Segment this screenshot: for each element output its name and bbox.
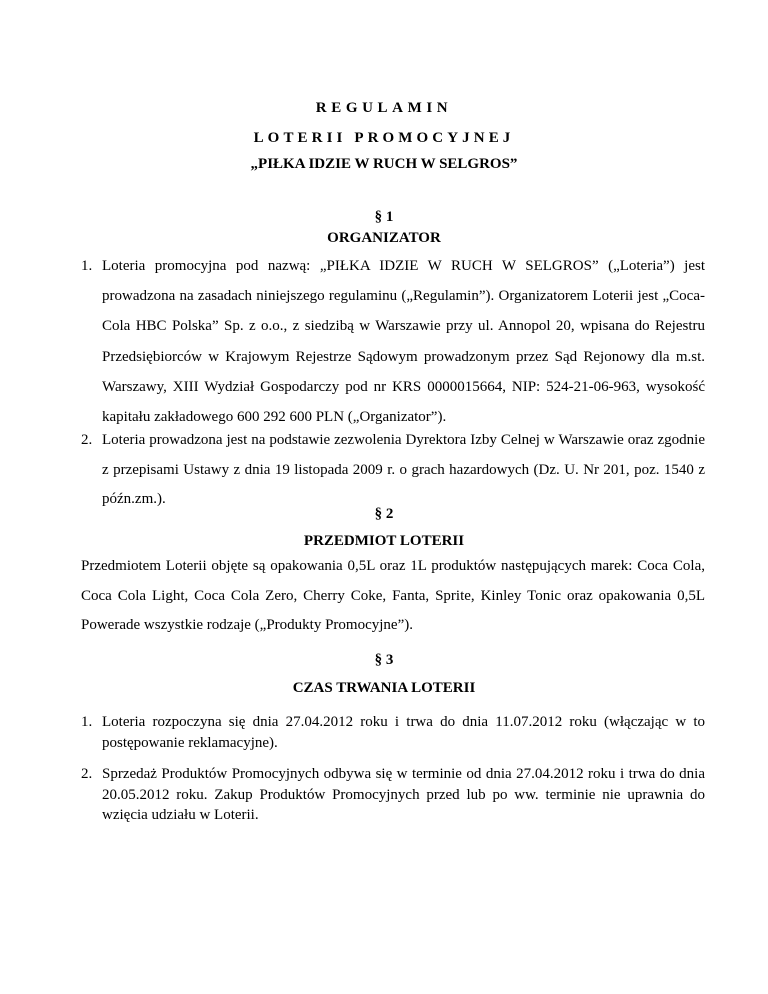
section-3-item-1 — [81, 712, 705, 753]
section-1-mark: § 1 — [374, 209, 394, 225]
section-1-item-1 — [81, 251, 705, 432]
doc-title-loterii-promocyjnej: LOTERII PROMOCYJNEJ — [253, 130, 515, 146]
section-3-heading: CZAS TRWANIA LOTERII — [292, 680, 476, 696]
section-2-mark: § 2 — [374, 506, 394, 522]
item-number: 1. — [81, 714, 93, 730]
item-text: Loteria promocyjna pod nazwą: „PIŁKA IDZIE W RUCH W SELGROS” („Loteria”) jest prowadzona na zasadach niniejszego regulaminu („Regulamin”). Organizatorem Loterii jest „Coca-Cola HBC Polska” Sp. z o.o., z siedzibą w Warszawie przy ul. Annopol 20, wpisana do Rejestru Przedsiębiorców w Krajowym Rejestrze Sądowym prowadzonym przez Sąd Rejonowy dla m.st. Warszawy, XIII Wydział Gospodarczy pod nr KRS 0000015664, NIP: 524-21-06-963, wysokość kapitału zakładowego 600 292 600 PLN („Organizator”). — [102, 258, 705, 426]
section-3-mark: § 3 — [374, 652, 394, 668]
section-3-item-2 — [81, 764, 705, 826]
section-2-text: Przedmiotem Loterii objęte są opakowania 0,5L oraz 1L produktów następujących marek: Coca Cola, Coca Cola Light, Coca Cola Zero, Cherry Coke, Fanta, Sprite, Kinley Tonic oraz opakowania 0,5L Powerade wszystkie rodzaje („Produkty Promocyjne”). — [81, 558, 705, 633]
item-text: Sprzedaż Produktów Promocyjnych odbywa się w terminie od dnia 27.04.2012 roku i trwa do dnia 20.05.2012 roku. Zakup Produktów Promocyjnych przed lub po ww. terminie nie uprawnia do wzięcia udziału w Loterii. — [102, 766, 705, 824]
item-number: 1. — [81, 258, 93, 274]
doc-title-lottery-name: „PIŁKA IDZIE W RUCH W SELGROS” — [250, 156, 518, 172]
doc-title-regulamin: REGULAMIN — [315, 100, 453, 116]
item-number: 2. — [81, 766, 93, 782]
item-number: 2. — [81, 432, 93, 448]
section-1-item-2 — [81, 426, 705, 515]
item-text: Loteria prowadzona jest na podstawie zezwolenia Dyrektora Izby Celnej w Warszawie oraz zgodnie z przepisami Ustawy z dnia 19 listopada 2009 r. o grach hazardowych (Dz. U. Nr 201, poz. 1540 z późn.zm.). — [102, 432, 705, 507]
section-1-heading: ORGANIZATOR — [327, 230, 441, 246]
section-2-heading: PRZEDMIOT LOTERII — [303, 533, 465, 549]
item-text: Loteria rozpoczyna się dnia 27.04.2012 roku i trwa do dnia 11.07.2012 roku (włączając w to postępowanie reklamacyjne). — [102, 714, 705, 751]
